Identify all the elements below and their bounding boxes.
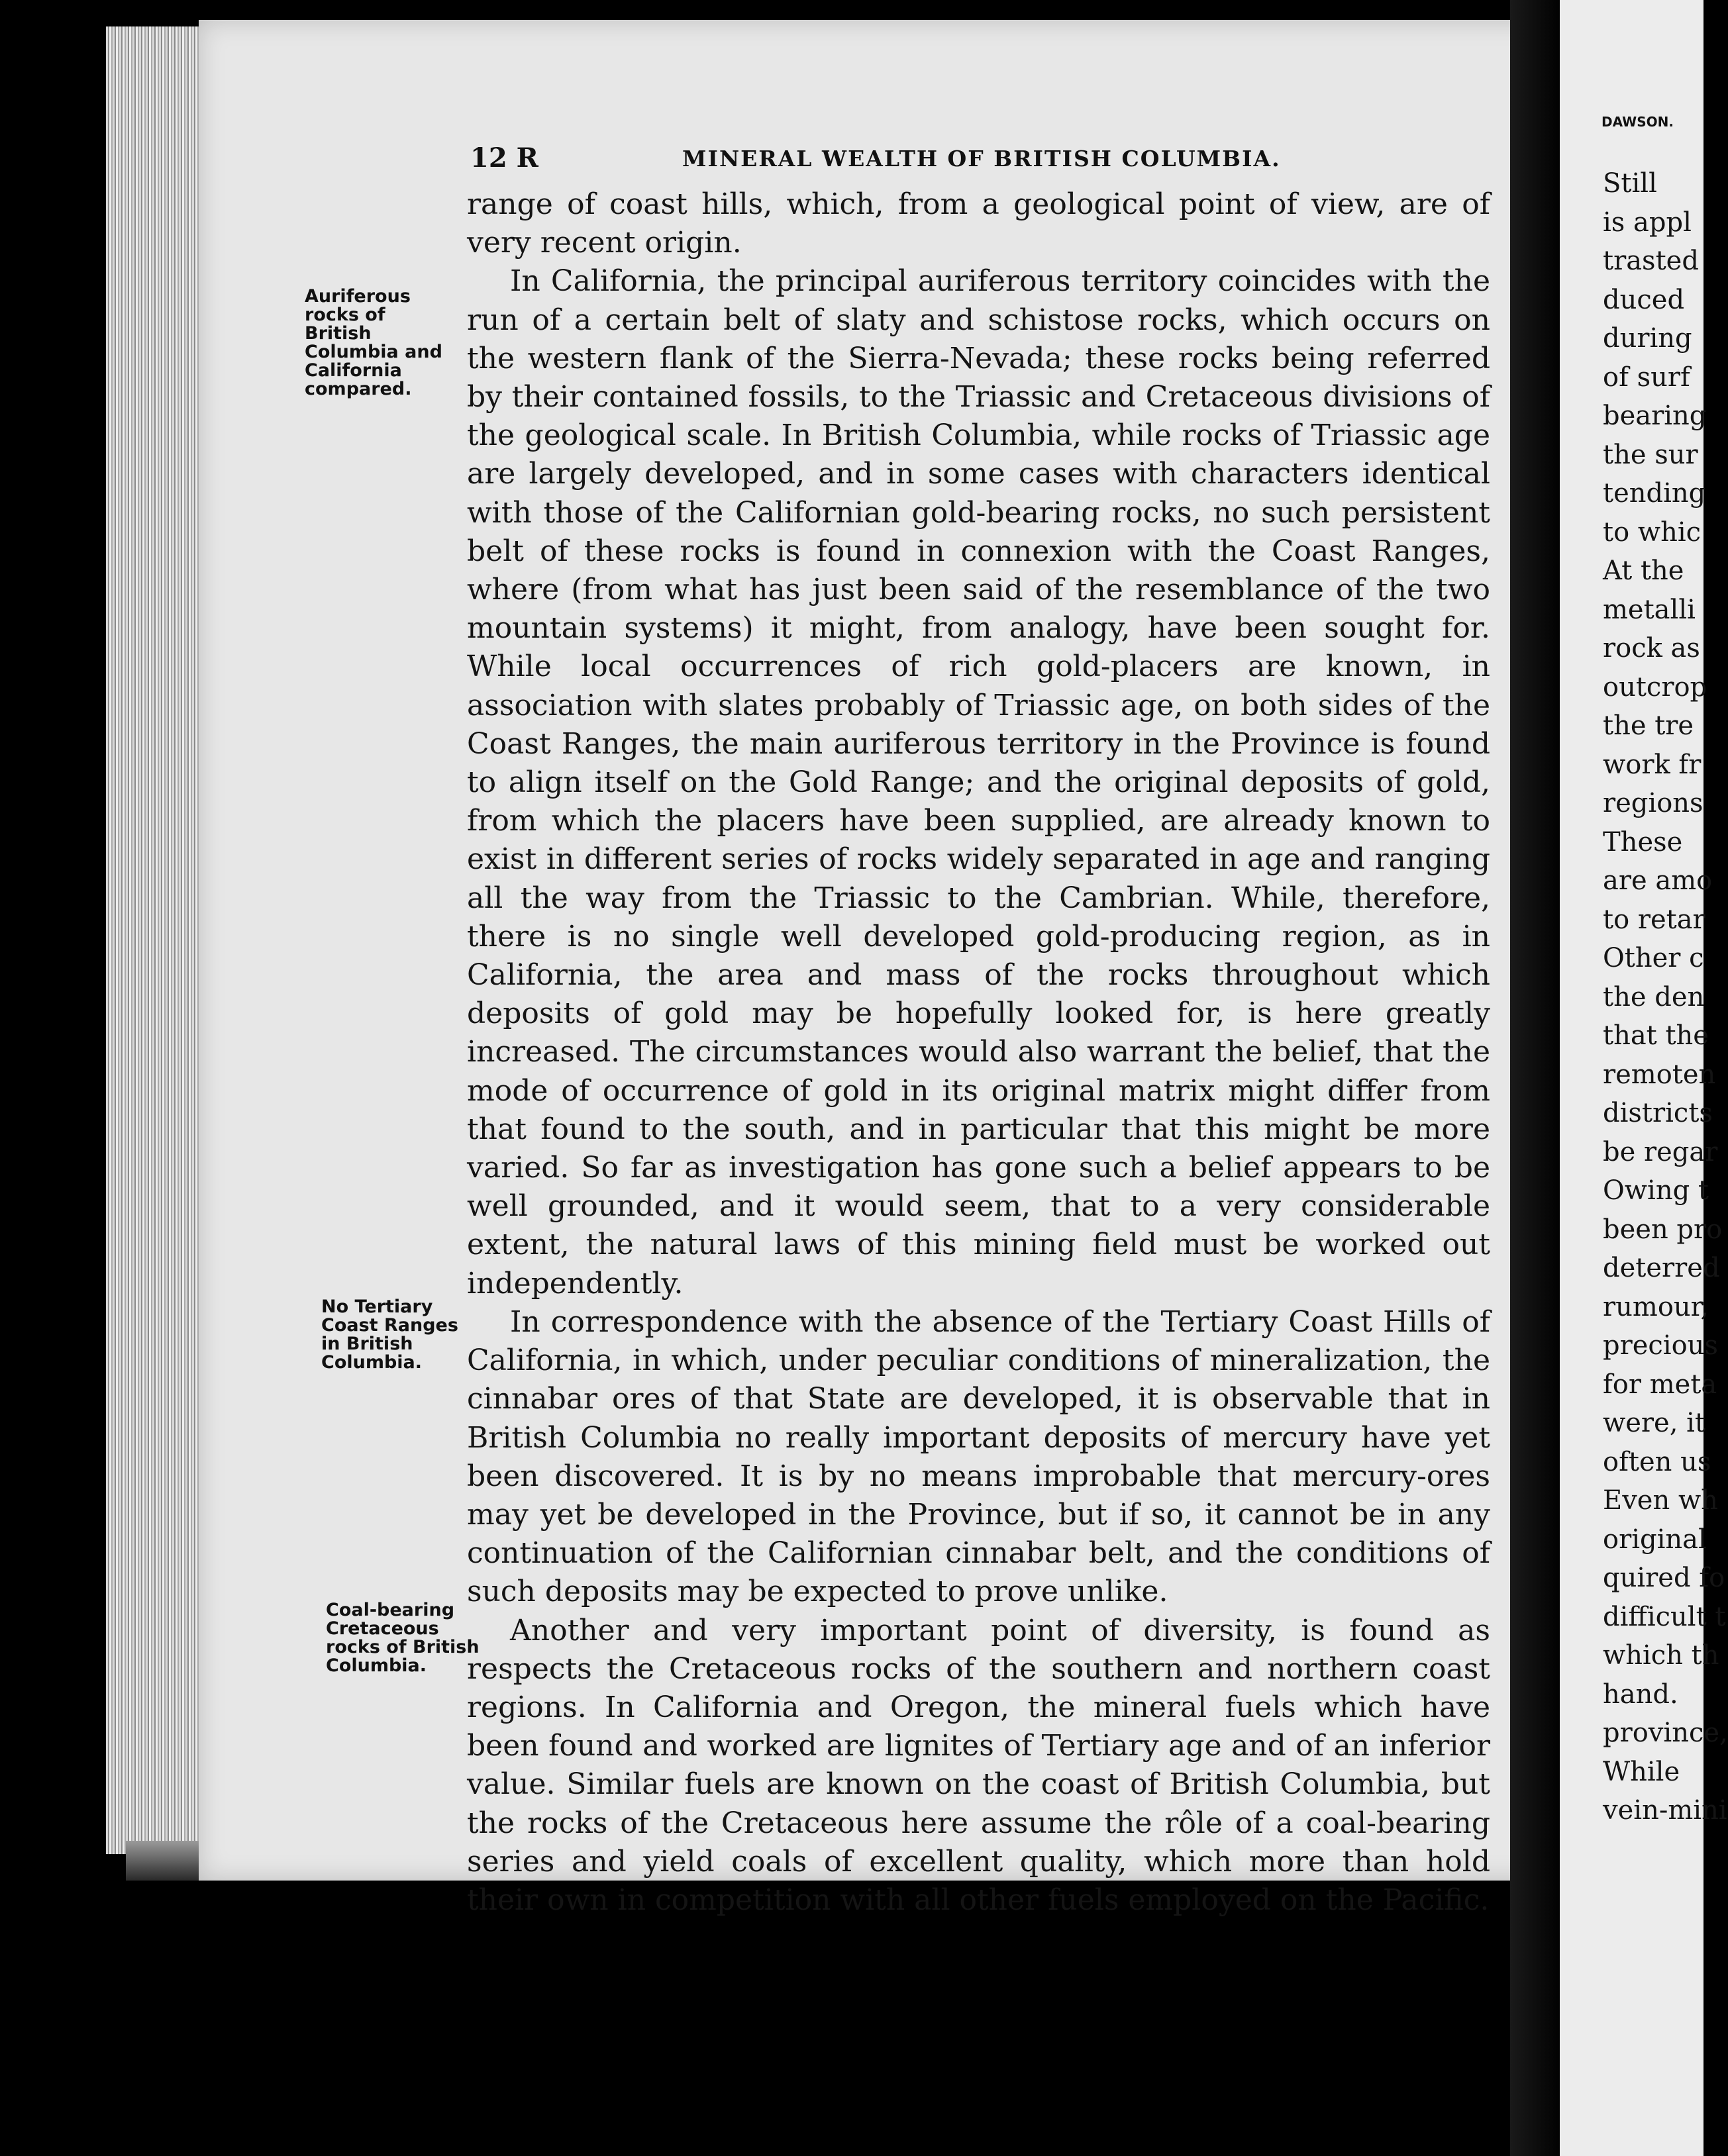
right-running-head: DAWSON. — [1601, 114, 1674, 130]
right-page-line: the sur — [1603, 439, 1698, 470]
paragraph-3: In correspondence with the absence of the Tertiary Coast Hills of California, in which, under peculiar conditions of mineralization, the cinnabar ores of that State are developed, it is observable that in British Columbia no really important deposits of mercury have yet been discovered. It is by no means improbable that mercury-ores may yet be developed in the Province, but if so, it cannot be in any continuation of the Californian cinnabar belt, and the conditions of such deposits may be expected to prove unlike. — [467, 1304, 1490, 1609]
paragraph-4: Another and very important point of diversity, is found as respects the Cretaceous rocks of the southern and northern coast regions. In California and Oregon, the mineral fuels which have been found and worked are lignites of Tertiary age and of an inferior value. Similar fuels are known on the coast of British Columbia, but the rocks of the Cretaceous here assume the rôle of a coal-bearing series and yield coals of excellent quality, which more than hold their own in competition with all other fuels employed on the Pacific. — [467, 1613, 1490, 1917]
page-edges — [106, 26, 204, 1854]
right-page-line: vein-mini — [1603, 1795, 1727, 1826]
right-page-line: is appl — [1603, 207, 1692, 238]
right-page-line: quired fo — [1603, 1563, 1725, 1593]
right-page-line: precious — [1603, 1330, 1718, 1361]
page-edges-shadow — [126, 1841, 205, 1881]
right-page-line: during — [1603, 323, 1692, 354]
right-page-line: Other c — [1603, 943, 1704, 973]
right-page-line: outcrop — [1603, 671, 1707, 703]
right-page-line: regions — [1603, 788, 1703, 818]
right-page-line: original — [1603, 1524, 1707, 1555]
right-page-line: the tre — [1603, 710, 1694, 741]
right-page-line: were, it — [1603, 1408, 1705, 1438]
right-page-line: trasted — [1603, 246, 1699, 276]
right-page-line: bearing — [1603, 401, 1707, 431]
right-page-line: remoten — [1603, 1059, 1716, 1090]
right-page-text — [1603, 164, 1728, 1830]
paragraph-1: range of coast hills, which, from a geological point of view, are of very recent origin. — [467, 187, 1490, 260]
right-page-line: difficult t — [1603, 1601, 1726, 1632]
right-page-line: that the — [1603, 1020, 1709, 1051]
right-page-line: are amo — [1603, 865, 1713, 896]
right-page-line: been pro — [1603, 1214, 1723, 1245]
right-page-line: province, — [1603, 1718, 1728, 1748]
right-page-line: hand. — [1603, 1679, 1678, 1710]
right-page-line: of surf — [1603, 362, 1690, 393]
right-page-line: metalli — [1603, 594, 1696, 625]
right-page-line: deterred — [1603, 1253, 1720, 1283]
right-page-line: often us — [1603, 1446, 1711, 1477]
right-page-line: tending — [1603, 478, 1706, 509]
right-page-line: to whic — [1603, 516, 1702, 548]
right-page-line: At the — [1603, 556, 1684, 586]
right-page-line: rumour, — [1603, 1291, 1709, 1322]
sidenote-coal-bearing: Coal-bearing Cretaceous rocks of British Columbia. — [326, 1600, 480, 1676]
right-page-line: work fr — [1603, 749, 1702, 780]
main-text — [467, 185, 1490, 1920]
paragraph-2: In California, the principal auriferous territory coincides with the run of a certain belt of slaty and schistose rocks, which occurs on the western flank of the Sierra-Nevada; these rocks being referred by their contained fossils, to the Triassic and Cretaceous divisions of the geological scale. In British Columbia, while rocks of Triassic age are largely developed, and in some cases with characters identical with those of the Californian gold-bearing rocks, no such persistent belt of these rocks is found in connexion with the Coast Ranges, where (from what has just been said of the resemblance of the two mountain systems) it might, from analogy, have been sought for. While local occurrences of rich gold-placers are known, in association with slates probably of Triassic age, on both sides of the Coast Ranges, the main auriferous territory in the Province is found to align itself on the Gold Range; and the original deposits of gold, from which the placers have been supplied, are already known to exist in different series of rocks widely separated in age and ranging all the way from the Triassic to the Cambrian. While, therefore, there is no single well developed gold-producing region, as in California, the area and mass of the rocks throughout which deposits of gold may be hopefully looked for, is here greatly increased. The circumstances would also warrant the belief, that the mode of occurrence of gold in its original matrix might differ from that found to the south, and in particular that this might be more varied. So far as investigation has gone such a belief appears to be well grounded, and it would seem, that to a very considerable extent, the natural laws of this mining field must be worked out independently. — [467, 264, 1490, 1300]
right-page-line: districts — [1603, 1098, 1713, 1128]
right-page-line: to retar — [1603, 904, 1705, 935]
right-page-line: rock as — [1603, 633, 1700, 663]
running-title: MINERAL WEALTH OF BRITISH COLUMBIA. — [682, 146, 1281, 172]
right-page-line: While — [1603, 1756, 1680, 1787]
book-gutter — [1510, 0, 1563, 2156]
page-number: 12 R — [470, 142, 538, 173]
right-page-line: be regar — [1603, 1136, 1718, 1167]
right-page-line: Even wh — [1603, 1485, 1718, 1516]
sidenote-no-tertiary: No Tertiary Coast Ranges in British Columbia. — [321, 1297, 458, 1373]
right-page-line: for meta — [1603, 1369, 1717, 1400]
right-page-line: Still — [1603, 168, 1657, 199]
right-page-line: the den — [1603, 981, 1705, 1012]
right-page-line: which th — [1603, 1640, 1719, 1671]
right-page-line: These — [1603, 826, 1683, 858]
right-page-line: Owing t — [1603, 1175, 1709, 1206]
sidenote-auriferous: Auriferous rocks of British Columbia and California compared. — [305, 286, 442, 399]
right-page-line: duced — [1603, 284, 1685, 315]
